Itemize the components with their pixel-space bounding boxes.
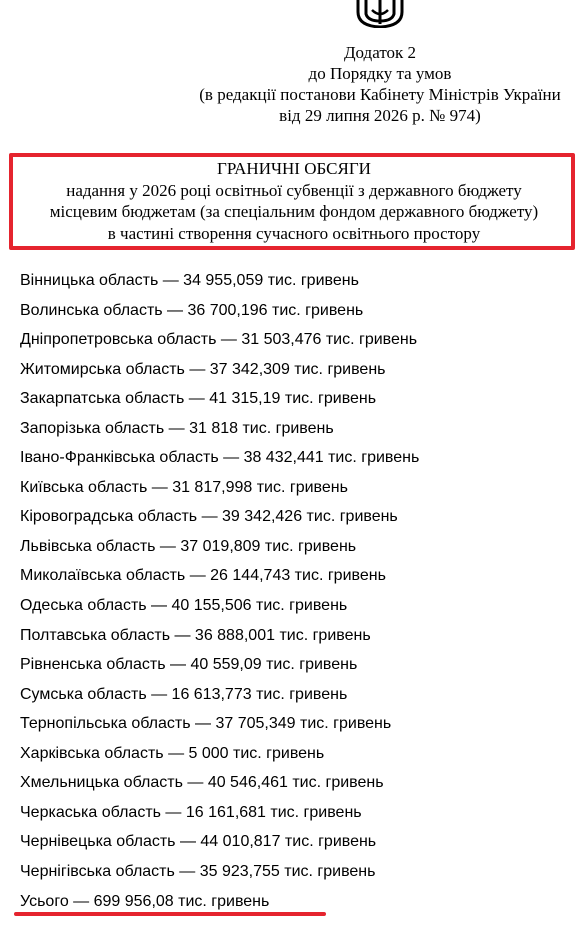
list-item: Рівненська область — 40 559,09 тис. гривень <box>20 656 358 674</box>
list-item: Миколаївська область — 26 144,743 тис. гривень <box>20 567 386 585</box>
list-item: Тернопільська область — 37 705,349 тис. гривень <box>20 715 392 733</box>
list-item: Харківська область — 5 000 тис. гривень <box>20 744 325 762</box>
coat-of-arms-emblem-icon <box>352 0 408 28</box>
list-item: Львівська область — 37 019,809 тис. гривень <box>20 537 357 555</box>
list-item: Сумська область — 16 613,773 тис. гривень <box>20 685 348 703</box>
annex-line-2: до Порядку та умов <box>308 64 452 83</box>
annex-line-1: Додаток 2 <box>343 43 417 62</box>
annex-header <box>170 42 588 126</box>
list-item: Чернівецька область — 44 010,817 тис. гривень <box>20 833 377 851</box>
list-item: Житомирська область — 37 342,309 тис. гривень <box>20 360 386 378</box>
list-item: Полтавська область — 36 888,001 тис. гривень <box>20 626 371 644</box>
annex-line-3: (в редакції постанови Кабінету Міністрів України <box>199 85 561 104</box>
title-line-1: ГРАНИЧНІ ОБСЯГИ <box>217 159 371 178</box>
list-item: Чернігівська область — 35 923,755 тис. гривень <box>20 862 376 880</box>
list-item: Івано-Франківська область — 38 432,441 тис. гривень <box>20 449 420 467</box>
region-allocation-list <box>20 268 419 888</box>
title-line-2: надання у 2026 році освітньої субвенції з державного бюджету <box>66 180 522 200</box>
list-item: Одеська область — 40 155,506 тис. гривень <box>20 597 348 615</box>
list-item: Кіровоградська область — 39 342,426 тис. гривень <box>20 508 398 526</box>
list-item: Хмельницька область — 40 546,461 тис. гривень <box>20 774 384 792</box>
list-item: Закарпатська область — 41 315,19 тис. гривень <box>20 390 377 408</box>
total-highlight-underline <box>14 912 326 916</box>
list-item: Вінницька область — 34 955,059 тис. гривень <box>20 272 359 289</box>
list-item: Дніпропетровська область — 31 503,476 тис. гривень <box>20 331 418 349</box>
document-title <box>0 158 588 244</box>
list-item: Черкаська область — 16 161,681 тис. гривень <box>20 803 362 821</box>
total-amount: Усього — 699 956,08 тис. гривень <box>20 893 270 910</box>
list-item: Київська область — 31 817,998 тис. гривень <box>20 478 348 496</box>
list-item: Волинська область — 36 700,196 тис. гривень <box>20 301 364 319</box>
title-line-4: в частині створення сучасного освітнього простору <box>107 223 481 243</box>
title-line-3: місцевим бюджетам (за спеціальним фондом державного бюджету) <box>49 202 539 221</box>
annex-line-4: від 29 липня 2026 р. № 974) <box>279 106 481 125</box>
list-item: Запорізька область — 31 818 тис. гривень <box>20 419 334 437</box>
